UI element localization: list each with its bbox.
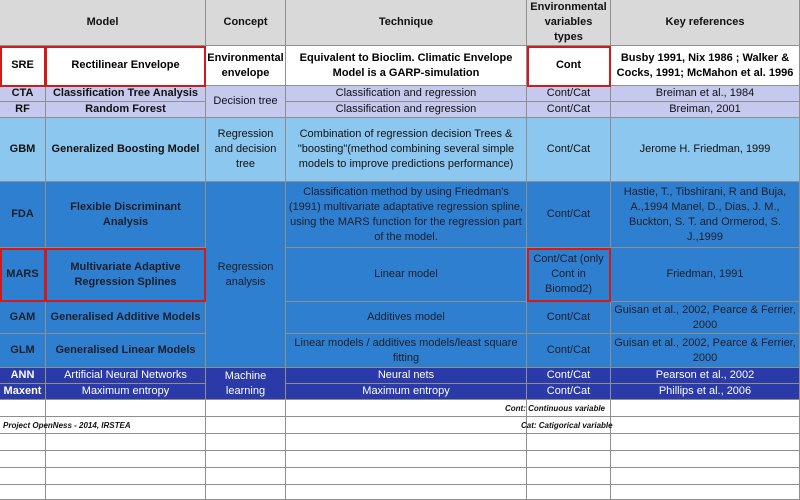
- maxent-abbr: Maxent: [0, 384, 46, 400]
- empty-cell: [206, 485, 286, 500]
- gam-abbr: GAM: [0, 302, 46, 334]
- fda-name: Flexible Discriminant Analysis: [46, 182, 206, 248]
- empty-cell: [206, 468, 286, 485]
- gam-name: Generalised Additive Models: [46, 302, 206, 334]
- glm-name: Generalised Linear Models: [46, 334, 206, 368]
- glm-env: Cont/Cat: [527, 334, 611, 368]
- rf-env: Cont/Cat: [527, 102, 611, 118]
- empty-cell: [206, 451, 286, 468]
- gbm-name: Generalized Boosting Model: [46, 118, 206, 182]
- empty-cell: [527, 485, 611, 500]
- gbm-abbr: GBM: [0, 118, 46, 182]
- sre-name: Rectilinear Envelope: [46, 46, 206, 86]
- note-cat: Cat: Catigorical variable: [521, 421, 613, 430]
- ann-abbr: ANN: [0, 368, 46, 384]
- empty-cell: [286, 468, 527, 485]
- rf-name: Random Forest: [46, 102, 206, 118]
- empty-cell: [46, 485, 206, 500]
- cta-abbr: CTA: [0, 86, 46, 102]
- empty-cell: [206, 434, 286, 451]
- header-concept: Concept: [206, 0, 286, 46]
- concept-regression-analysis: Regression analysis: [206, 182, 286, 368]
- mars-technique: Linear model: [286, 248, 527, 302]
- sre-env: Cont: [527, 46, 611, 86]
- sre-refs: Busby 1991, Nix 1986 ; Walker & Cocks, 1991; McMahon et al. 1996: [611, 46, 800, 86]
- empty-cell: [206, 400, 286, 417]
- rf-technique: Classification and regression: [286, 102, 527, 118]
- empty-cell: [0, 400, 46, 417]
- cta-technique: Classification and regression: [286, 86, 527, 102]
- empty-cell: [46, 451, 206, 468]
- maxent-technique: Maximum entropy: [286, 384, 527, 400]
- gam-env: Cont/Cat: [527, 302, 611, 334]
- rf-abbr: RF: [0, 102, 46, 118]
- empty-cell: [611, 400, 800, 417]
- gbm-refs: Jerome H. Friedman, 1999: [611, 118, 800, 182]
- ann-refs: Pearson et al., 2002: [611, 368, 800, 384]
- glm-refs: Guisan et al., 2002, Pearce & Ferrier, 2000: [611, 334, 800, 368]
- fda-env: Cont/Cat: [527, 182, 611, 248]
- empty-cell: [527, 451, 611, 468]
- empty-cell: [286, 451, 527, 468]
- empty-cell: [0, 468, 46, 485]
- cta-refs: Breiman et al., 1984: [611, 86, 800, 102]
- ann-name: Artificial Neural Networks: [46, 368, 206, 384]
- maxent-name: Maximum entropy: [46, 384, 206, 400]
- maxent-refs: Phillips et al., 2006: [611, 384, 800, 400]
- empty-cell: [0, 434, 46, 451]
- maxent-env: Cont/Cat: [527, 384, 611, 400]
- ann-technique: Neural nets: [286, 368, 527, 384]
- header-technique: Technique: [286, 0, 527, 46]
- empty-cell: [611, 468, 800, 485]
- empty-cell: [286, 400, 527, 417]
- ann-env: Cont/Cat: [527, 368, 611, 384]
- mars-abbr: MARS: [0, 248, 46, 302]
- header-model: Model: [0, 0, 206, 46]
- header-env-vars: Environmental variables types: [527, 0, 611, 46]
- gbm-env: Cont/Cat: [527, 118, 611, 182]
- empty-cell: [0, 485, 46, 500]
- empty-cell: [611, 451, 800, 468]
- note-project: Project OpenNess - 2014, IRSTEA: [3, 421, 131, 430]
- empty-cell: [611, 485, 800, 500]
- concept-decision-tree: Decision tree: [206, 86, 286, 118]
- empty-cell: [611, 434, 800, 451]
- fda-abbr: FDA: [0, 182, 46, 248]
- sre-concept: Environmental envelope: [206, 46, 286, 86]
- empty-cell: [0, 451, 46, 468]
- rf-refs: Breiman, 2001: [611, 102, 800, 118]
- sre-abbr: SRE: [0, 46, 46, 86]
- glm-technique: Linear models / additives models/least square fitting: [286, 334, 527, 368]
- mars-env: Cont/Cat (only Cont in Biomod2): [527, 248, 611, 302]
- gam-refs: Guisan et al., 2002, Pearce & Ferrier, 2000: [611, 302, 800, 334]
- empty-cell: [527, 468, 611, 485]
- glm-abbr: GLM: [0, 334, 46, 368]
- empty-cell: [46, 434, 206, 451]
- empty-cell: [46, 400, 206, 417]
- empty-cell: [286, 434, 527, 451]
- empty-cell: [206, 417, 286, 434]
- empty-cell: [286, 417, 527, 434]
- fda-refs: Hastie, T., Tibshirani, R and Buja, A.,1994 Manel, D., Dias, J. M., Buckton, S. T. and Ormerod, S. J.,1999: [611, 182, 800, 248]
- concept-machine-learning: Machine learning: [206, 368, 286, 400]
- gam-technique: Additives model: [286, 302, 527, 334]
- cta-name: Classification Tree Analysis: [46, 86, 206, 102]
- empty-cell: [611, 417, 800, 434]
- gbm-concept: Regression and decision tree: [206, 118, 286, 182]
- cta-env: Cont/Cat: [527, 86, 611, 102]
- header-refs: Key references: [611, 0, 800, 46]
- mars-name: Multivariate Adaptive Regression Splines: [46, 248, 206, 302]
- note-cont: Cont: Continuous variable: [505, 404, 605, 413]
- mars-refs: Friedman, 1991: [611, 248, 800, 302]
- empty-cell: [527, 434, 611, 451]
- fda-technique: Classification method by using Friedman's (1991) multivariate adaptative regression spline, using the MARS function for the regression part of the model.: [286, 182, 527, 248]
- empty-cell: [286, 485, 527, 500]
- sre-technique: Equivalent to Bioclim. Climatic Envelope Model is a GARP-simulation: [286, 46, 527, 86]
- gbm-technique: Combination of regression decision Trees & "boosting"(method combining several simple models to improve predictions performance): [286, 118, 527, 182]
- empty-cell: [46, 468, 206, 485]
